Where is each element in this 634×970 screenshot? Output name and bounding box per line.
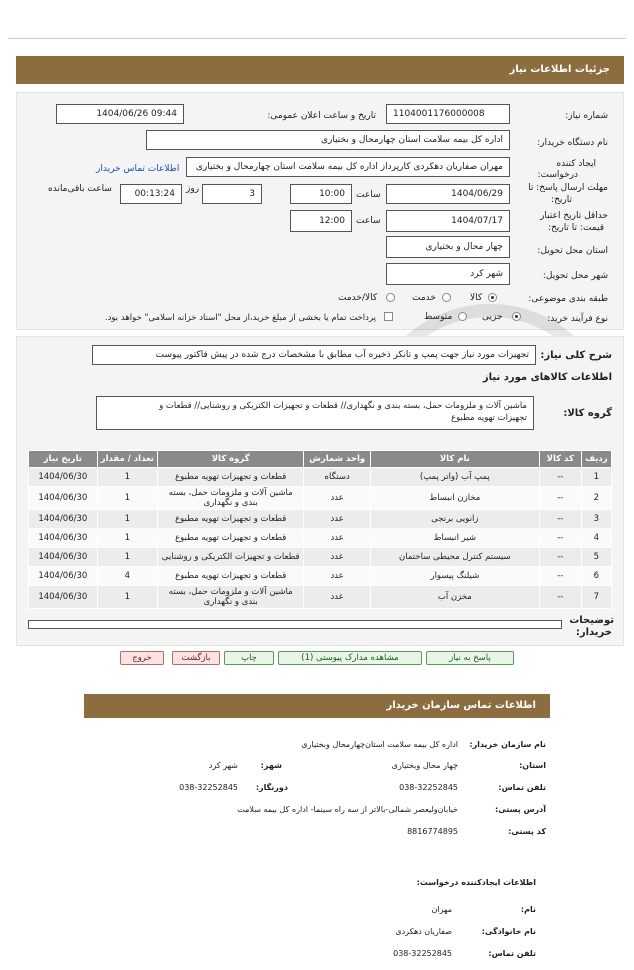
creator-family-value: صفاریان دهکردی	[395, 927, 452, 936]
col-unit: واحد شمارش	[304, 451, 371, 468]
cell: --	[539, 529, 581, 548]
table-row	[29, 586, 612, 609]
cell: ماشین آلات و ملزومات حمل، بسته بندی و نگهداری	[158, 487, 304, 510]
cell: 6	[581, 567, 611, 586]
validity-time-field: 12:00	[290, 210, 352, 232]
category-radio-both[interactable]	[386, 293, 395, 302]
cell: عدد	[304, 529, 371, 548]
cell: --	[539, 468, 581, 487]
announce-field: 1404/06/26 09:44	[56, 104, 184, 124]
creator-name-label: نام:	[520, 905, 536, 914]
validity-time-label: ساعت	[356, 216, 381, 226]
category-label: طبقه بندی موضوعی:	[528, 294, 608, 304]
process-option-minor: جزیی	[482, 312, 503, 322]
col-name: نام کالا	[370, 451, 539, 468]
process-radio-medium[interactable]	[458, 312, 467, 321]
cell: قطعات و تجهیزات تهویه مطبوع	[158, 529, 304, 548]
contact-phone-label: تلفن تماس:	[498, 783, 546, 792]
contact-fax-value: 038-32252845	[179, 783, 238, 792]
table-header-row	[29, 451, 612, 468]
back-button[interactable]: بازگشت	[172, 651, 220, 665]
province-field: چهار محال و بختیاری	[386, 236, 510, 258]
cell: مخازن انبساط	[370, 487, 539, 510]
cell: 3	[581, 510, 611, 529]
city-label: شهر محل تحویل:	[542, 271, 608, 281]
goods-table	[28, 450, 612, 609]
page-header: جزئیات اطلاعات نیاز	[16, 56, 624, 84]
cell: عدد	[304, 510, 371, 529]
summary-field: تجهیزات مورد نیاز جهت پمپ و تانکر ذخیره آب مطابق با مشخصات درج شده در پیش فاکتور پیوست	[92, 345, 536, 365]
cell: دستگاه	[304, 468, 371, 487]
col-qty: تعداد / مقدار	[97, 451, 157, 468]
category-radio-service[interactable]	[442, 293, 451, 302]
table-row	[29, 548, 612, 567]
cell: 1	[97, 510, 157, 529]
cell: سیستم کنترل محیطی ساختمان	[370, 548, 539, 567]
cell: --	[539, 487, 581, 510]
category-radio-goods[interactable]	[488, 293, 497, 302]
group-label: گروه کالا:	[563, 408, 612, 419]
cell: 1404/06/30	[29, 548, 98, 567]
cell: 1	[97, 586, 157, 609]
creator-label-2: درخواست:	[537, 170, 578, 180]
cell: --	[539, 548, 581, 567]
treasury-payment-checkbox[interactable]	[384, 312, 393, 321]
contact-province-label: استان:	[519, 761, 546, 770]
category-option-both: کالا/خدمت	[338, 293, 378, 303]
days-field: 3	[202, 184, 262, 204]
cell: عدد	[304, 586, 371, 609]
validity-date-field: 1404/07/17	[386, 210, 510, 232]
top-divider	[8, 38, 626, 39]
postal-label: کد پستی:	[508, 827, 546, 836]
cell: 1404/06/30	[29, 468, 98, 487]
cell: 5	[581, 548, 611, 567]
col-group: گروه کالا	[158, 451, 304, 468]
cell: 7	[581, 586, 611, 609]
cell: قطعات و تجهیزات تهویه مطبوع	[158, 510, 304, 529]
creator-name-value: مهران	[431, 905, 452, 914]
remaining-time-field: 00:13:24	[120, 184, 182, 204]
table-row	[29, 567, 612, 586]
buyer-label: نام دستگاه خریدار:	[537, 138, 608, 148]
cell: 1404/06/30	[29, 586, 98, 609]
contact-header: اطلاعات تماس سازمان خریدار	[84, 694, 550, 718]
remaining-label: ساعت باقی‌مانده	[48, 184, 112, 194]
creator-phone-value: 038-32252845	[393, 949, 452, 958]
cell: عدد	[304, 548, 371, 567]
process-option-medium: متوسط	[424, 312, 453, 322]
need-number-field: 1104001176000008	[386, 104, 510, 124]
cell: شیر انبساط	[370, 529, 539, 548]
cell: مخزن آب	[370, 586, 539, 609]
creator-family-label: نام خانوادگی:	[481, 927, 536, 936]
cell: --	[539, 567, 581, 586]
cell: 1	[97, 468, 157, 487]
days-label: روز	[186, 184, 200, 194]
cell: 1404/06/30	[29, 510, 98, 529]
cell: قطعات و تجهیزات تهویه مطبوع	[158, 468, 304, 487]
cell: زانویی برنجی	[370, 510, 539, 529]
cell: --	[539, 510, 581, 529]
address-label: آدرس پستی:	[495, 805, 546, 814]
cell: عدد	[304, 567, 371, 586]
table-row	[29, 468, 612, 487]
payment-note: پرداخت تمام یا بخشی از مبلغ خرید،از محل "اسناد خزانه اسلامی" خواهد بود.	[104, 313, 376, 323]
process-label: نوع فرآیند خرید:	[547, 314, 608, 324]
cell: 1	[97, 487, 157, 510]
group-field	[96, 396, 534, 430]
col-code: کد کالا	[539, 451, 581, 468]
contact-phone-value: 038-32252845	[399, 783, 458, 792]
deadline-date-field: 1404/06/29	[386, 184, 510, 204]
group-line-2: تجهیزات تهویه مطبوع	[451, 413, 527, 423]
cell: قطعات و تجهیزات تهویه مطبوع	[158, 567, 304, 586]
buyer-field: اداره کل بیمه سلامت استان چهارمحال و بختیاری	[146, 130, 510, 150]
notes-label-1: توضیحات	[569, 615, 614, 626]
contact-city-label: شهر:	[260, 761, 282, 770]
notes-label-2: خریدار:	[575, 627, 612, 638]
goods-info-title: اطلاعات کالاهای مورد نیاز	[482, 372, 612, 383]
deadline-time-label: ساعت	[356, 190, 381, 200]
col-row: ردیف	[581, 451, 611, 468]
cell: 4	[581, 529, 611, 548]
cell: عدد	[304, 487, 371, 510]
city-field: شهر کرد	[386, 263, 510, 285]
contact-city-value: شهر کرد	[208, 761, 238, 770]
org-value: اداره کل بیمه سلامت استان‌چهارمحال وبختیاری	[301, 740, 458, 749]
table-row	[29, 510, 612, 529]
category-option-goods: کالا	[470, 293, 483, 303]
cell: 4	[97, 567, 157, 586]
cell: ماشین آلات و ملزومات حمل، بسته بندی و نگهداری	[158, 586, 304, 609]
summary-label: شرح کلی نیاز:	[540, 350, 612, 361]
deadline-label-1: مهلت ارسال پاسخ: تا	[528, 183, 608, 193]
notes-field	[28, 620, 562, 629]
need-number-label: شماره نیاز:	[565, 111, 608, 121]
creator-phone-label: تلفن تماس:	[488, 949, 536, 958]
cell: شیلنگ پیسوار	[370, 567, 539, 586]
cell: 1404/06/30	[29, 567, 98, 586]
cell: 1404/06/30	[29, 529, 98, 548]
cell: 1404/06/30	[29, 487, 98, 510]
cell: 1	[97, 548, 157, 567]
org-label: نام سازمان خریدار:	[469, 740, 546, 749]
col-date: تاریخ نیاز	[29, 451, 98, 468]
creator-info-title: اطلاعات ایجادکننده درخواست:	[416, 878, 536, 887]
cell: قطعات و تجهیزات الکتریکی و روشنایی	[158, 548, 304, 567]
print-button[interactable]: چاپ	[224, 651, 274, 665]
cell: 2	[581, 487, 611, 510]
validity-label-2: قیمت: تا تاریخ:	[548, 223, 604, 233]
exit-button[interactable]: خروج	[120, 651, 164, 665]
group-line-1: ماشین آلات و ملزومات حمل، بسته بندی و نگهداری// قطعات و تجهیزات الکتریکی و روشنایی// قطعات و	[159, 401, 527, 411]
province-label: استان محل تحویل:	[537, 246, 608, 256]
deadline-time-field: 10:00	[290, 184, 352, 204]
buyer-contact-link[interactable]: اطلاعات تماس خریدار	[96, 164, 180, 174]
deadline-label-2: تاریخ:	[551, 195, 572, 205]
table-row	[29, 529, 612, 548]
creator-field: مهران صفاریان دهکردی کارپرداز اداره کل بیمه سلامت استان چهارمحال و بختیاری	[186, 157, 510, 177]
attachments-button[interactable]: مشاهده مدارک پیوستی (1)	[278, 651, 422, 665]
process-radio-minor[interactable]	[512, 312, 521, 321]
creator-label-1: ایجاد کننده	[556, 159, 596, 169]
cell: 1	[97, 529, 157, 548]
contact-province-value: چهار محال وبختیاری	[391, 761, 458, 770]
announce-label: تاریخ و ساعت اعلان عمومی:	[267, 111, 376, 121]
contact-fax-label: دورنگار:	[255, 783, 288, 792]
validity-label-1: حداقل تاریخ اعتبار	[540, 211, 608, 221]
reply-button[interactable]: پاسخ به نیاز	[426, 651, 514, 665]
cell: 1	[581, 468, 611, 487]
postal-value: 8816774895	[407, 827, 458, 836]
address-value: خیابان‌ولیعصر شمالی-بالاتر از سه راه سینما- اداره کل بیمه سلامت	[237, 805, 458, 814]
cell: --	[539, 586, 581, 609]
table-row	[29, 487, 612, 510]
cell: پمپ آب (واتر پمپ)	[370, 468, 539, 487]
category-option-service: خدمت	[412, 293, 436, 303]
